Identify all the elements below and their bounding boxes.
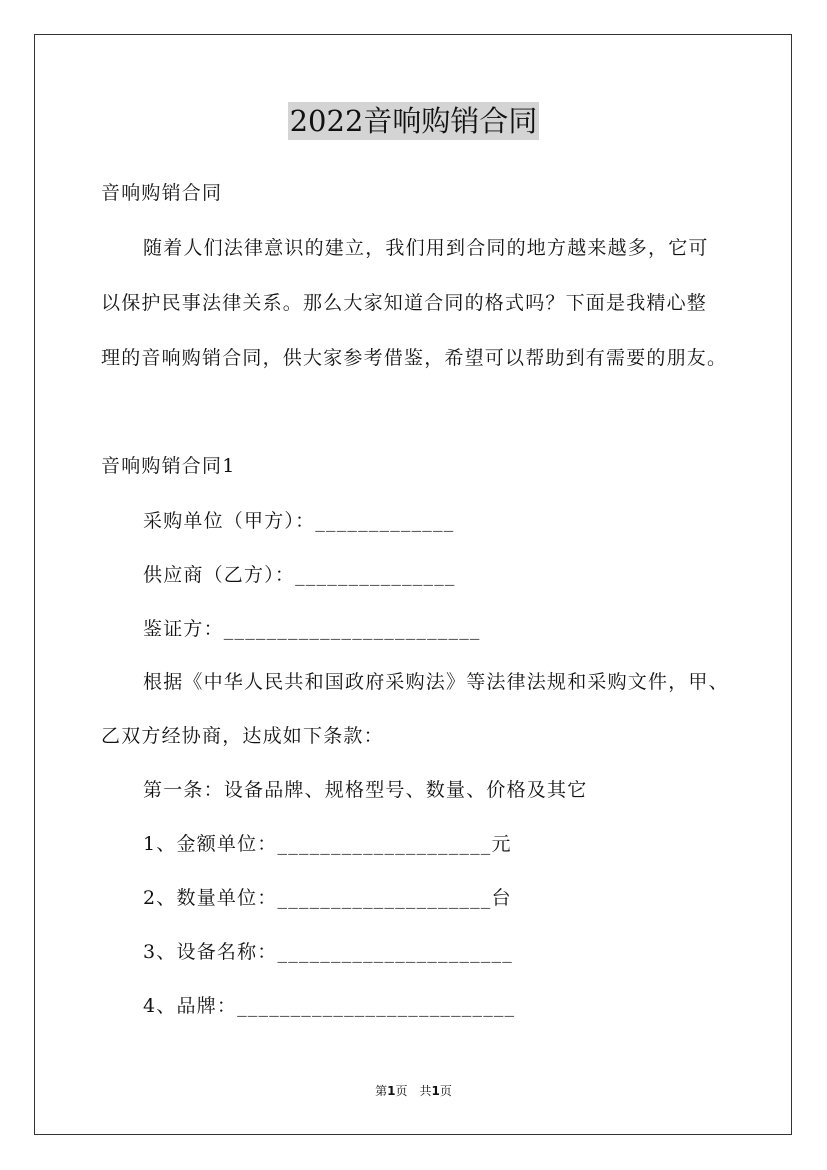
- item-quantity-unit: 2、数量单位：____________________台: [143, 887, 512, 909]
- document-title: 2022音响购销合同: [289, 104, 538, 138]
- intro-line-3: 理的音响购销合同，供大家参考借鉴，希望可以帮助到有需要的朋友。: [101, 347, 728, 369]
- footer-mid: 页 共: [395, 1084, 432, 1098]
- footer-suffix: 页: [439, 1084, 452, 1098]
- document-heading: 音响购销合同: [101, 182, 223, 204]
- article-one: 第一条：设备品牌、规格型号、数量、价格及其它: [143, 779, 588, 801]
- intro-line-2: 以保护民事法律关系。那么大家知道合同的格式吗？下面是我精心整: [101, 292, 708, 314]
- footer-total-pages: 1: [431, 1084, 440, 1098]
- title-row: [0, 102, 827, 140]
- footer-page-number: 1: [387, 1084, 396, 1098]
- basis-line-2: 乙双方经协商，达成如下条款：: [101, 725, 384, 747]
- section-title: 音响购销合同1: [101, 455, 236, 477]
- footer-prefix: 第: [375, 1084, 388, 1098]
- item-brand: 4、品牌：__________________________: [143, 995, 516, 1017]
- buyer-field: 采购单位（甲方）：_____________: [143, 510, 455, 532]
- intro-line-1: 随着人们法律意识的建立，我们用到合同的地方越来越多，它可: [143, 237, 709, 259]
- item-amount-unit: 1、金额单位：____________________元: [143, 833, 512, 855]
- page-footer: [0, 1083, 827, 1099]
- basis-line-1: 根据《中华人民共和国政府采购法》等法律法规和采购文件，甲、: [143, 671, 729, 693]
- witness-field: 鉴证方：________________________: [143, 618, 481, 640]
- item-equipment-name: 3、设备名称：______________________: [143, 941, 513, 963]
- supplier-field: 供应商（乙方）：_______________: [143, 564, 456, 586]
